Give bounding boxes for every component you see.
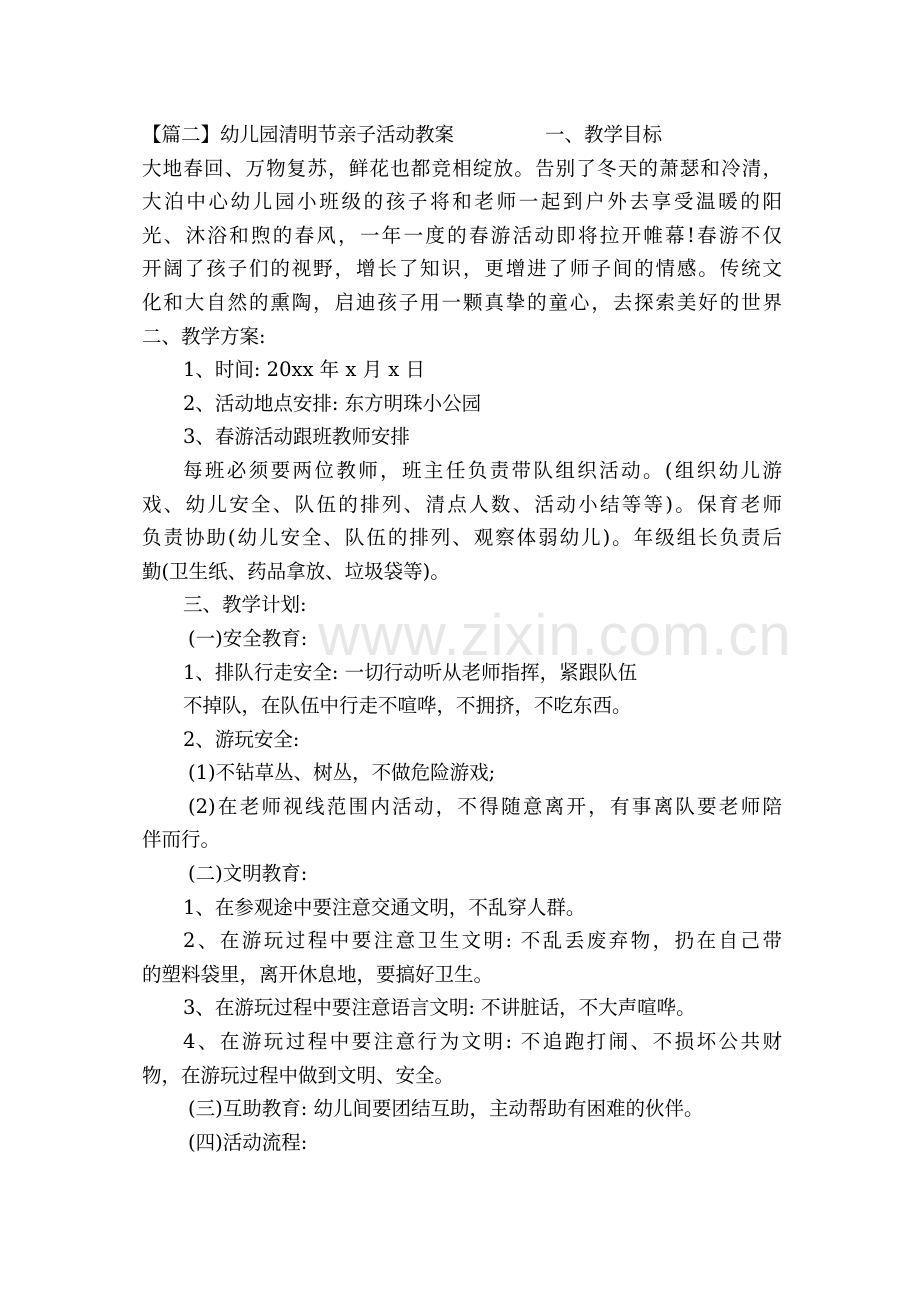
paragraph-line: 勤(卫生纸、药品拿放、垃圾袋等)。 [142, 559, 450, 583]
subsection-heading: (四)活动流程: [188, 1130, 308, 1154]
document-title: 【篇二】幼儿园清明节亲子活动教案 [142, 123, 455, 146]
watermark: www.zixin.com.cn [318, 603, 792, 668]
list-item: (1)不钻草丛、树丛，不做危险游戏; [188, 761, 496, 785]
list-item: 1、时间: 20xx 年 x 月 x 日 [183, 358, 425, 382]
list-item: 3、在游玩过程中要注意语言文明: 不讲脏话，不大声喧哗。 [183, 996, 696, 1020]
paragraph-line: 戏、幼儿安全、队伍的排列、清点人数、活动小结等等)。保育老师 [142, 492, 782, 516]
list-item: 2、活动地点安排: 东方明珠小公园 [183, 391, 482, 415]
paragraph-line: 光、沐浴和煦的春风，一年一度的春游活动即将拉开帷幕!春游不仅 [142, 223, 782, 247]
list-item: 3、春游活动跟班教师安排 [183, 425, 410, 449]
paragraph-line: 开阔了孩子们的视野，增长了知识，更增进了师子间的情感。传统文 [142, 257, 782, 281]
paragraph-line: 不掉队，在队伍中行走不喧哗，不拥挤，不吃东西。 [183, 694, 632, 718]
paragraph-line: 伴而行。 [142, 828, 221, 852]
paragraph-line: 大泊中心幼儿园小班级的孩子将和老师一起到户外去享受温暖的阳 [142, 190, 782, 214]
list-item: 4、在游玩过程中要注意行为文明: 不追跑打闹、不损坏公共财 [183, 1030, 782, 1054]
list-item: 2、游玩安全: [183, 727, 300, 751]
list-item: (2)在老师视线范围内活动，不得随意离开，有事离队要老师陪 [188, 794, 782, 818]
subsection-heading: (一)安全教育: [188, 626, 308, 650]
list-item: 1、在参观途中要注意交通文明，不乱穿人群。 [183, 895, 586, 919]
subsection-heading: (二)文明教育: [188, 862, 308, 886]
subsection-heading: (三)互助教育: 幼儿间要团结互助，主动帮助有困难的伙伴。 [188, 1097, 704, 1121]
paragraph-line: 负责协助(幼儿安全、队伍的排列、观察体弱幼儿)。年级组长负责后 [142, 526, 782, 550]
list-item: 2、在游玩过程中要注意卫生文明: 不乱丢废弃物，扔在自己带 [183, 929, 782, 953]
section-heading-schedule: 三、教学计划: [183, 593, 307, 617]
document-title-line [142, 118, 662, 152]
document-page [142, 118, 782, 1159]
paragraph-line: 的塑料袋里，离开休息地，要搞好卫生。 [142, 962, 494, 986]
paragraph-line: 化和大自然的熏陶，启迪孩子用一颗真挚的童心，去探索美好的世界 [142, 290, 782, 314]
section-heading-plan: 二、教学方案: [142, 324, 266, 348]
paragraph-line: 大地春回、万物复苏，鲜花也都竞相绽放。告别了冬天的萧瑟和冷清， [142, 156, 782, 180]
paragraph-line: 每班必须要两位教师，班主任负责带队组织活动。(组织幼儿游 [183, 458, 782, 482]
paragraph-line: 物，在游玩过程中做到文明、安全。 [142, 1063, 455, 1087]
section-heading-objectives: 一、教学目标 [544, 123, 662, 146]
list-item: 1、排队行走安全: 一切行动听从老师指挥，紧跟队伍 [183, 660, 638, 684]
